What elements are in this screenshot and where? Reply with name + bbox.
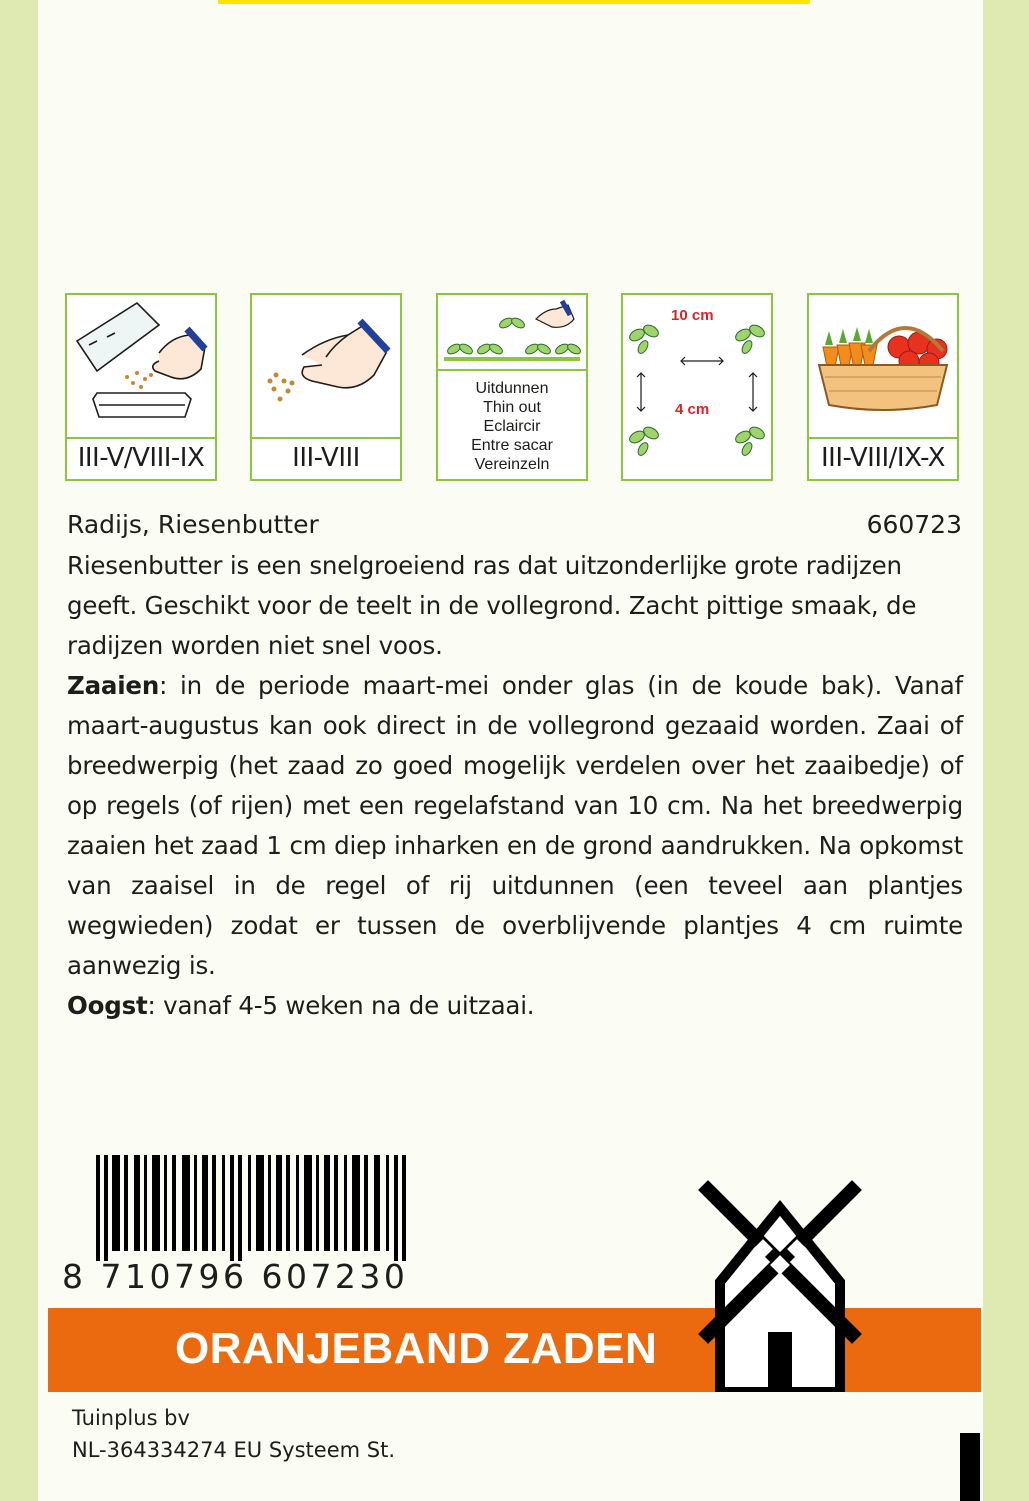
sow-under-glass-icon: [67, 295, 215, 437]
sowing-paragraph: [67, 666, 963, 986]
plant-spacing-label: 4 cm: [675, 401, 710, 418]
sow-outdoors-icon: [252, 295, 400, 437]
windmill-icon: [690, 1172, 870, 1392]
thin-out-icon: [438, 295, 586, 375]
thin-out-es: Entre sacar: [471, 437, 553, 454]
thin-out-fr: Eclaircir: [483, 418, 541, 435]
company-name: Tuinplus bv: [72, 1406, 190, 1430]
harvest-months: III-VIII/IX-X: [821, 443, 945, 473]
right-green-border: [983, 0, 1029, 1501]
row-spacing-label: 10 cm: [671, 307, 714, 324]
divider: [809, 437, 957, 439]
thin-out-de: Vereinzeln: [474, 456, 550, 473]
divider: [67, 437, 215, 439]
brand-name: ORANJEBAND ZADEN: [175, 1324, 658, 1373]
sow-outdoors-months: III-VIII: [292, 443, 360, 473]
thin-out-panel: [436, 293, 588, 481]
print-mark: [960, 1433, 980, 1501]
divider: [252, 437, 400, 439]
thin-out-labels: [438, 379, 586, 474]
harvest-paragraph: [67, 986, 963, 1026]
sow-outdoors-panel: [250, 293, 402, 481]
description-text: [67, 546, 963, 1026]
divider: [438, 369, 586, 371]
harvest-panel: [807, 293, 959, 481]
thin-out-en: Thin out: [483, 399, 541, 416]
product-title: Radijs, Riesenbutter: [67, 510, 319, 539]
sowing-label: Zaaien: [67, 671, 160, 700]
company-registration: NL-364334274 EU Systeem St.: [72, 1438, 395, 1462]
left-green-border: [0, 0, 38, 1501]
barcode-digits: 8 710796 607230: [62, 1257, 409, 1296]
product-code: 660723: [866, 510, 962, 539]
harvest-label: Oogst: [67, 991, 148, 1020]
company-info: [72, 1402, 395, 1466]
harvest-text: : vanaf 4-5 weken na de uitzaai.: [147, 991, 535, 1020]
sow-under-glass-panel: [65, 293, 217, 481]
sow-under-glass-months: III-V/VIII-IX: [77, 443, 205, 473]
harvest-basket-icon: [809, 295, 957, 437]
plant-spacing-panel: [621, 293, 773, 481]
barcode: [96, 1155, 416, 1261]
description-intro: Riesenbutter is een snelgroeiend ras dat uitzonderlijke grote radijzen geeft. Geschikt voor de teelt in de vollegrond. Zacht pittige smaak, de radijzen worden niet snel voos.: [67, 551, 917, 660]
sowing-text: : in de periode maart-mei onder glas (in de koude bak). Vanaf maart-augustus kan ook direct in de vollegrond gezaaid worden. Zaai of breedwerpig (het zaad zo goed mogelijk verdelen over het zaaibedje) of op regels (of rijen) met een regelafstand van 10 cm. Na het breedwerpig zaaien het zaad 1 cm diep inharken en de grond aandrukken. Na opkomst van zaaisel in de regel of rij uitdunnen (een teveel aan plantjes wegwieden) zodat er tussen de overblijvende plantjes 4 cm ruimte aanwezig is.: [67, 671, 963, 980]
thin-out-nl: Uitdunnen: [475, 380, 549, 397]
top-yellow-accent: [218, 0, 810, 4]
